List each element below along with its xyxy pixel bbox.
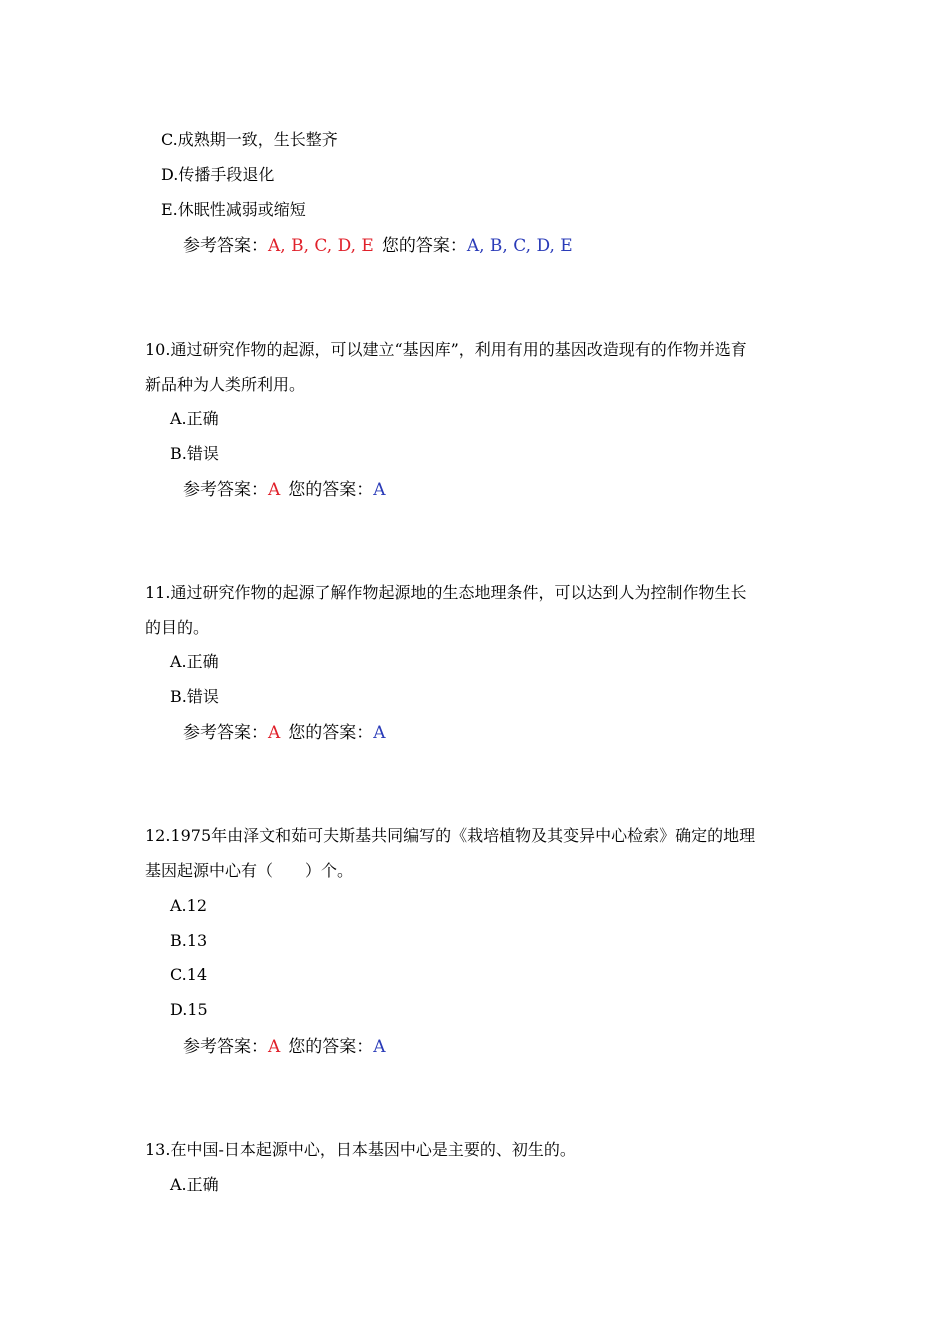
q13-option-a: A.正确 — [170, 1175, 219, 1194]
q12-question-line2: 基因起源中心有（ ）个。 — [145, 861, 354, 880]
q12-question-line1: 12.1975年由泽文和茹可夫斯基共同编写的《栽培植物及其变异中心检索》确定的地理 — [145, 826, 756, 845]
q12-ref-label: 参考答案： — [183, 1037, 268, 1057]
q10-your-label: 您的答案： — [288, 480, 374, 500]
q12-your-value: A — [373, 1037, 386, 1057]
q9-ref-label: 参考答案： — [183, 236, 268, 256]
q11-ref-label: 参考答案： — [183, 723, 268, 743]
q9-option-e: E.休眠性减弱或缩短 — [161, 200, 306, 219]
q13-question-line1: 13.在中国-日本起源中心，日本基因中心是主要的、初生的。 — [145, 1140, 576, 1159]
q9-option-c: C.成熟期一致，生长整齐 — [161, 130, 338, 149]
q10-ref-label: 参考答案： — [183, 480, 268, 500]
q10-option-a: A.正确 — [170, 409, 219, 428]
q11-option-a: A.正确 — [170, 652, 219, 671]
q12-your-label: 您的答案： — [288, 1037, 374, 1057]
q10-ref-value: A — [268, 480, 281, 500]
q10-option-b: B.错误 — [170, 444, 219, 463]
q9-ref-value: A, B, C, D, E — [268, 236, 374, 256]
q10-question-line1: 10.通过研究作物的起源，可以建立“基因库”，利用有用的基因改造现有的作物并选育 — [145, 340, 747, 359]
q11-question-line2: 的目的。 — [145, 618, 210, 637]
q11-your-label: 您的答案： — [288, 723, 374, 743]
q12-ref-value: A — [268, 1037, 281, 1057]
q12-option-a: A.12 — [170, 896, 207, 915]
q12-option-c: C.14 — [170, 965, 208, 984]
q10-your-value: A — [373, 480, 386, 500]
q11-answer-line — [183, 722, 386, 744]
q11-ref-value: A — [268, 723, 281, 743]
q11-question-line1: 11.通过研究作物的起源了解作物起源地的生态地理条件，可以达到人为控制作物生长 — [145, 583, 747, 602]
q9-answer-line — [183, 235, 573, 257]
q12-option-b: B.13 — [170, 931, 208, 950]
q9-your-value: A, B, C, D, E — [466, 236, 573, 256]
q12-option-d: D.15 — [170, 1000, 208, 1019]
q9-your-label: 您的答案： — [381, 236, 467, 256]
q10-answer-line — [183, 479, 386, 501]
q11-your-value: A — [373, 723, 386, 743]
q9-option-d: D.传播手段退化 — [161, 165, 275, 184]
q12-answer-line — [183, 1036, 386, 1058]
q10-question-line2: 新品种为人类所利用。 — [145, 375, 306, 394]
q11-option-b: B.错误 — [170, 687, 219, 706]
